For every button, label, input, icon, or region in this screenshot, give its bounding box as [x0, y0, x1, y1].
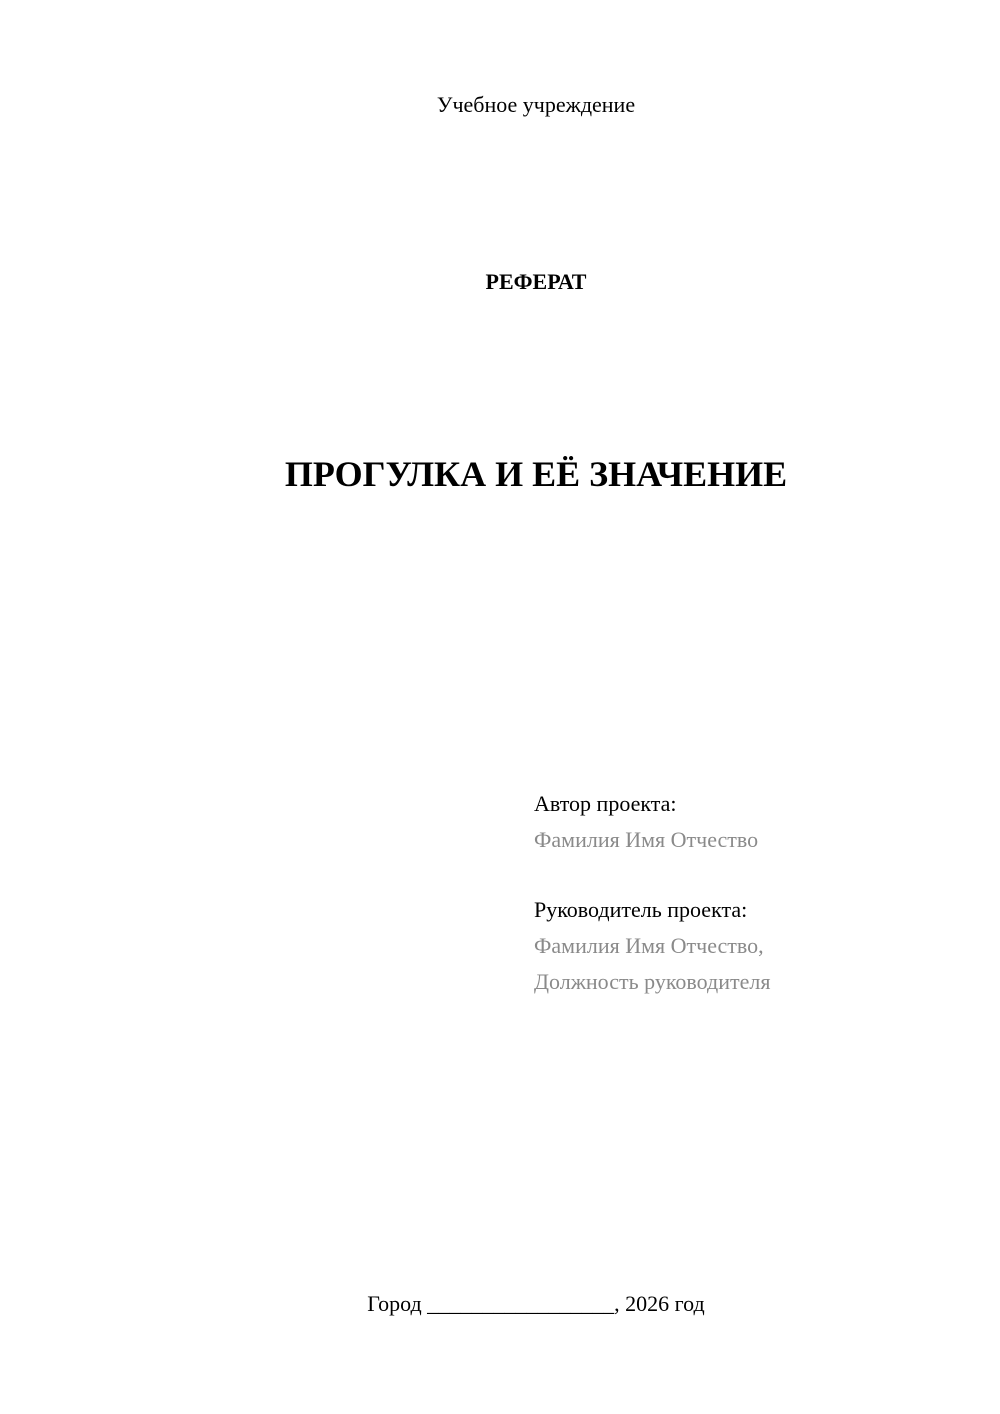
author-block	[534, 786, 974, 858]
supervisor-name: Фамилия Имя Отчество,	[534, 933, 764, 958]
institution-name: Учебное учреждение	[436, 92, 636, 117]
author-name: Фамилия Имя Отчество	[534, 827, 759, 852]
author-label: Автор проекта:	[534, 791, 677, 816]
city-year-line: Город _________________, 2026 год	[367, 1291, 705, 1316]
document-type: РЕФЕРАТ	[485, 269, 587, 294]
supervisor-label: Руководитель проекта:	[534, 897, 748, 922]
supervisor-block	[534, 892, 974, 1000]
supervisor-position: Должность руководителя	[534, 969, 771, 994]
document-title: ПРОГУЛКА И ЕЁ ЗНАЧЕНИЕ	[284, 454, 788, 494]
